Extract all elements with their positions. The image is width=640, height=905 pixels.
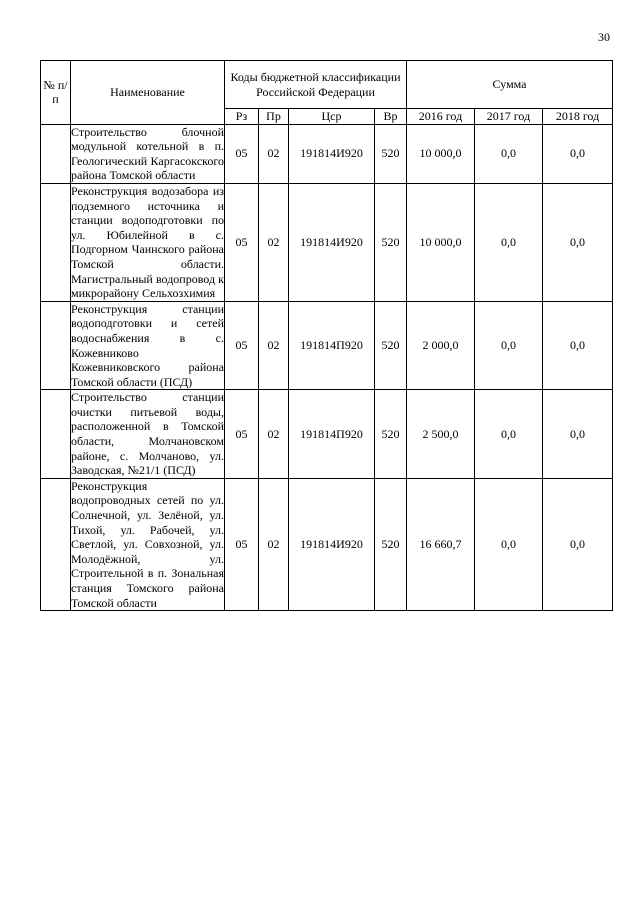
row-csr: 191814И920 [289,183,375,301]
header-codes: Коды бюджетной классификации Российской Федерации [225,61,407,109]
row-num [41,301,71,390]
row-num [41,183,71,301]
row-2017: 0,0 [475,390,543,479]
row-2016: 10 000,0 [407,183,475,301]
header-csr: Цср [289,109,375,125]
row-name: Реконструкция водопроводных сетей по ул. Солнечной, ул. Зелёной, ул. Тихой, ул. Рабочей, ул. Светлой, ул. Совхозной, ул. Молодёжной, ул. Строительной в п. Зональная станция Томского района Томской области [71,478,224,610]
row-2018: 0,0 [543,183,613,301]
row-2018: 0,0 [543,301,613,390]
row-pr: 02 [259,301,289,390]
row-csr: 191814П920 [289,301,375,390]
row-vr: 520 [375,124,407,183]
row-vr: 520 [375,183,407,301]
table-row [41,390,613,479]
budget-table [40,60,613,611]
table-row [41,301,613,390]
row-rz: 05 [225,390,259,479]
row-num [41,124,71,183]
row-num [41,478,71,610]
row-rz: 05 [225,183,259,301]
table-row [41,183,613,301]
row-vr: 520 [375,390,407,479]
row-2016: 2 000,0 [407,301,475,390]
row-2016: 2 500,0 [407,390,475,479]
row-2017: 0,0 [475,124,543,183]
table-row [41,124,613,183]
header-2017: 2017 год [475,109,543,125]
row-rz: 05 [225,124,259,183]
table-row [41,478,613,610]
row-name: Строительство станции очистки питьевой воды, расположенной в Томской области, Молчановском районе, с. Молчаново, ул. Заводская, №21/1 (ПСД) [71,390,224,478]
row-2016: 16 660,7 [407,478,475,610]
row-csr: 191814И920 [289,124,375,183]
row-2018: 0,0 [543,478,613,610]
header-rz: Рз [225,109,259,125]
row-name: Реконструкция станции водоподготовки и сетей водоснабжения в с. Кожевниково Кожевниковского района Томской области (ПСД) [71,301,224,389]
header-num: № п/п [41,61,71,125]
row-2016: 10 000,0 [407,124,475,183]
row-pr: 02 [259,478,289,610]
row-rz: 05 [225,478,259,610]
header-name: Наименование [71,61,225,125]
row-pr: 02 [259,124,289,183]
row-name: Реконструкция водозабора из подземного источника и станции водоподготовки по ул. Юбилейной в с. Подгорном Чаинского района Томской области. Магистральный водопровод к микрорайону Сельхозхимия [71,183,224,301]
header-vr: Вр [375,109,407,125]
header-sum: Сумма [407,61,613,109]
row-csr: 191814И920 [289,478,375,610]
row-2017: 0,0 [475,301,543,390]
row-2017: 0,0 [475,183,543,301]
header-pr: Пр [259,109,289,125]
header-2016: 2016 год [407,109,475,125]
row-num [41,390,71,479]
page-number: 30 [598,30,610,44]
row-name: Строительство блочной модульной котельной в п. Геологический Каргасокского района Томской области [71,124,224,183]
row-csr: 191814П920 [289,390,375,479]
header-2018: 2018 год [543,109,613,125]
row-vr: 520 [375,301,407,390]
row-pr: 02 [259,183,289,301]
row-2018: 0,0 [543,124,613,183]
row-pr: 02 [259,390,289,479]
row-2017: 0,0 [475,478,543,610]
row-vr: 520 [375,478,407,610]
row-2018: 0,0 [543,390,613,479]
row-rz: 05 [225,301,259,390]
